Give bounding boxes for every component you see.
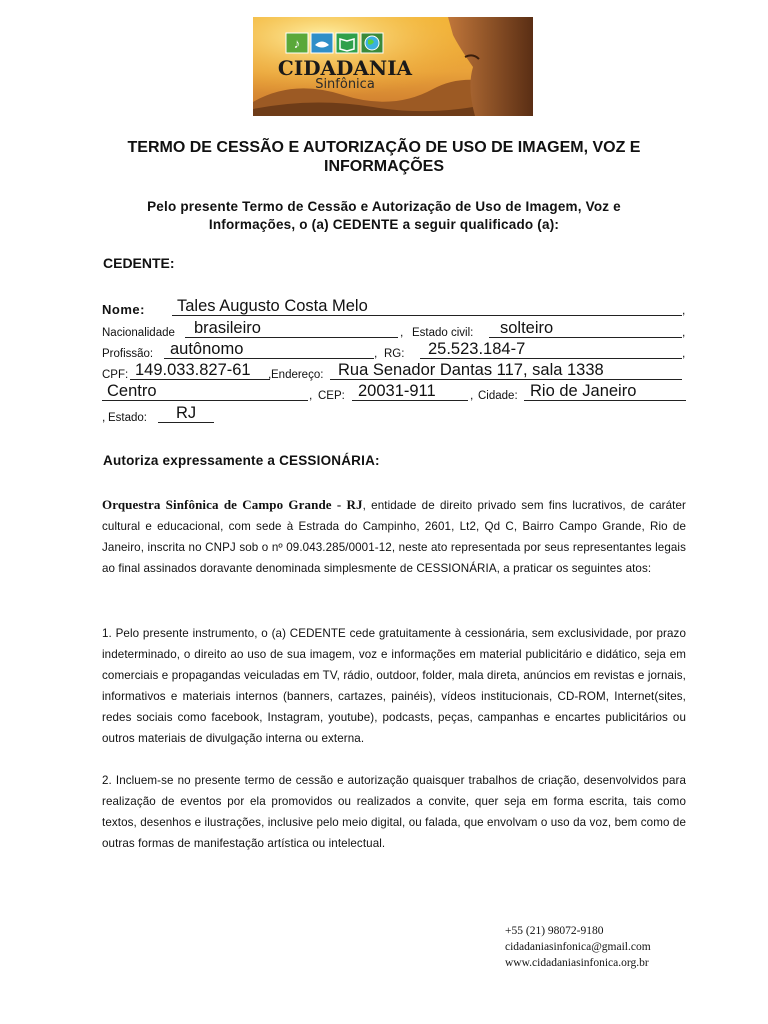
field-line-estado: , Estado: RJ	[102, 403, 688, 425]
underline-nome	[172, 315, 682, 316]
underline-estado-civil	[489, 337, 682, 338]
underline-cpf	[130, 379, 270, 380]
label-cidade: Cidade:	[478, 390, 518, 402]
field-line-cep: Centro , CEP: 20031-911 , Cidade: Rio de Janeiro	[102, 381, 688, 403]
value-estado[interactable]: RJ	[176, 404, 197, 422]
field-line-nacionalidade: Nacionalidade brasileiro , Estado civil: solteiro ,	[102, 319, 686, 339]
label-nome: Nome:	[102, 302, 145, 317]
contact-block	[505, 923, 651, 971]
cessionaria-text: , entidade de direito privado sem fins lucrativos, de caráter cultural e educacional, com sede à Estrada do Campinho, 2601, Lt2, Qd C, Bairro Campo Grande, Rio de Janeiro, inscrita no CNPJ sob o nº 09.043.285/0001-12, neste ato representada por seus representantes legais ao final assinados doravante denominada simplesmente de CESSIONÁRIA, a praticar os seguintes atos:	[102, 499, 687, 575]
label-endereco: Endereço:	[271, 369, 324, 381]
svg-text:♪: ♪	[293, 36, 301, 51]
cessionaria-name: Orquestra Sinfônica de Campo Grande - RJ	[102, 497, 363, 512]
svg-text:CIDADANIA: CIDADANIA	[277, 56, 413, 80]
value-endereco[interactable]: Rua Senador Dantas 117, sala 1338	[338, 361, 604, 379]
underline-profissao	[164, 358, 374, 359]
intro-text: Pelo presente Termo de Cessão e Autorização de Uso de Imagem, Voz e Informações, o (a) CEDENTE a seguir qualificado (a):	[147, 199, 621, 232]
autoriza-heading: Autoriza expressamente a CESSIONÁRIA:	[103, 453, 380, 468]
value-nome[interactable]: Tales Augusto Costa Melo	[177, 297, 368, 315]
svg-text:Sinfônica: Sinfônica	[315, 77, 375, 92]
contact-email[interactable]: cidadaniasinfonica@gmail.com	[505, 941, 651, 953]
label-estado: Estado:	[108, 412, 147, 424]
logo-image	[253, 17, 533, 116]
underline-estado	[158, 422, 214, 423]
label-estado-civil: Estado civil:	[412, 327, 474, 339]
clause-1: 1. Pelo presente instrumento, o (a) CEDENTE cede gratuitamente à cessionária, sem exclusividade, por prazo indeterminado, o direito ao uso de sua imagem, voz e informações em material publicitário e didático, seja em comerciais e propagandas veiculadas em TV, rádio, outdoor, folder, mala direta, anúncios em revistas e jornais, informativos e materiais internos (banners, cartazes, painéis), vídeos institucionais, CD-ROM, Internet(sites, redes sociais como facebook, Instagram, youtube), podcasts, peças, campanhas e encartes publicitários ou outros materiais de divulgação interna ou externa.	[102, 627, 686, 745]
value-rg[interactable]: 25.523.184-7	[428, 340, 526, 358]
underline-cidade	[524, 400, 686, 401]
value-cpf[interactable]: 149.033.827-61	[135, 361, 251, 379]
underline-bairro	[102, 400, 308, 401]
label-nacionalidade: Nacionalidade	[102, 327, 175, 339]
label-cep: CEP:	[318, 390, 345, 402]
cedente-heading: CEDENTE:	[103, 255, 175, 271]
field-line-profissao: Profissão: autônomo , RG: 25.523.184-7 ,	[102, 340, 686, 360]
value-bairro[interactable]: Centro	[107, 382, 157, 400]
cessionaria-paragraph	[102, 494, 686, 579]
label-cpf: CPF:	[102, 369, 129, 381]
clause-2: 2. Incluem-se no presente termo de cessão e autorização quaisquer trabalhos de criação, desenvolvidos para realização de eventos por ela promovidos ou realizados a convite, quer seja em forma escrita, tais como textos, desenhos e ilustrações, inclusive pelo meio digital, ou falada, que envolvam o uso da voz, bem como de outras formas de manifestação artística ou intelectual.	[102, 774, 686, 850]
value-cep[interactable]: 20031-911	[358, 382, 436, 400]
label-profissao: Profissão:	[102, 348, 154, 360]
value-profissao[interactable]: autônomo	[170, 340, 244, 358]
field-line-nome: Nome: Tales Augusto Costa Melo ,	[102, 297, 686, 317]
contact-phone: +55 (21) 98072-9180	[505, 925, 604, 937]
field-line-cpf: CPF: 149.033.827-61 , Endereço: Rua Senador Dantas 117, sala 1338	[102, 360, 688, 382]
underline-nacionalidade	[185, 337, 398, 338]
value-cidade[interactable]: Rio de Janeiro	[530, 382, 637, 400]
underline-rg	[420, 358, 682, 359]
value-estado-civil[interactable]: solteiro	[500, 319, 554, 337]
underline-cep	[352, 400, 468, 401]
underline-endereco	[330, 379, 682, 380]
label-rg: RG:	[384, 348, 405, 360]
value-nacionalidade[interactable]: brasileiro	[194, 319, 261, 337]
document-title: TERMO DE CESSÃO E AUTORIZAÇÃO DE USO DE IMAGEM, VOZ E INFORMAÇÕES	[127, 139, 641, 175]
logo-cidadania-sinfonica	[253, 17, 533, 116]
contact-site[interactable]: www.cidadaniasinfonica.org.br	[505, 957, 649, 969]
